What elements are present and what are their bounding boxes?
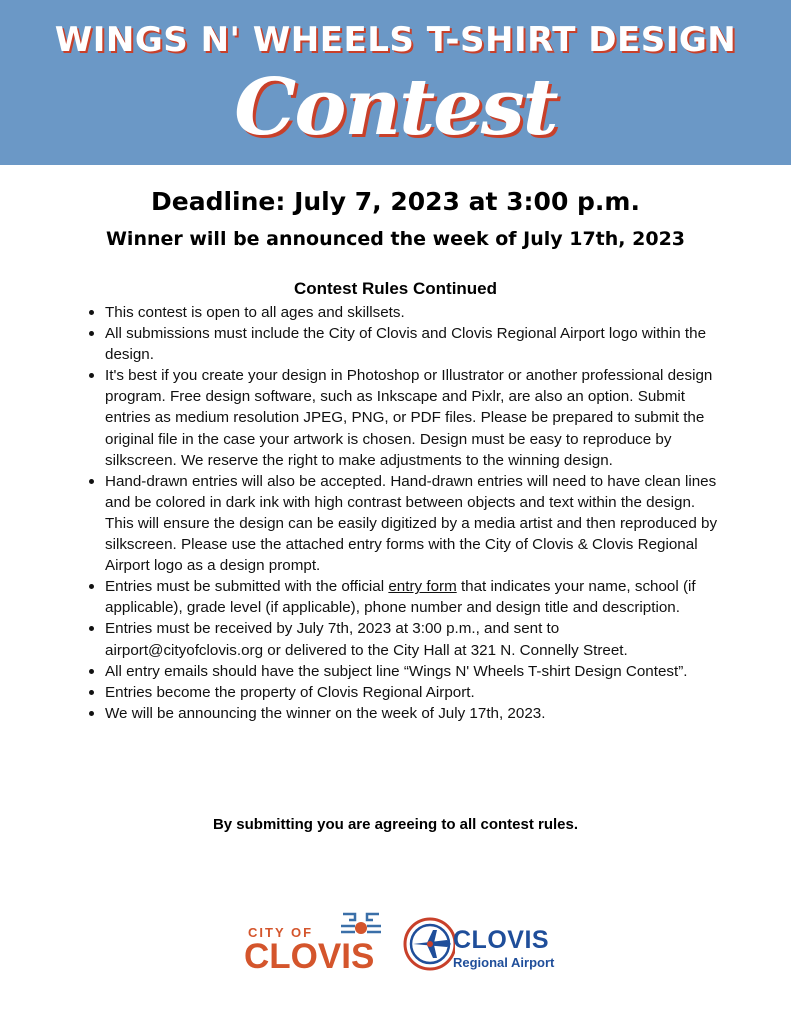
header-banner	[0, 0, 791, 165]
airport-plane-icon	[403, 914, 455, 974]
rules-list	[88, 302, 718, 724]
banner-title: WINGS N' WHEELS T-SHIRT DESIGN	[54, 20, 737, 60]
rule-item: We will be announcing the winner on the week of July 17th, 2023.	[88, 703, 718, 724]
airport-wordmark: CLOVIS	[453, 926, 550, 954]
winner-announcement: Winner will be announced the week of July 17th, 2023	[105, 228, 686, 250]
agreement-text: By submitting you are agreeing to all contest rules.	[212, 816, 579, 833]
rule-item: It's best if you create your design in Photoshop or Illustrator or another professional design program. Free design software, such as Inkscape and Pixlr, are also an option. Submit entries as medium resolution JPEG, PNG, or PDF files. Please be prepared to submit the original file in the case your artwork is chosen. Design must be easy to reproduce by silkscreen. We reserve the right to make adjustments to the winning design.	[88, 365, 718, 470]
entry-form-link[interactable]: entry form	[388, 578, 457, 596]
deadline-heading: Deadline: July 7, 2023 at 3:00 p.m.	[151, 187, 640, 216]
city-of-label: CITY OF	[248, 925, 314, 940]
rule-item: This contest is open to all ages and skillsets.	[88, 302, 718, 323]
rule-text: that indicates your name, school (if applicable), grade level (if applicable), phone number and design title and description.	[105, 578, 696, 617]
rule-item: Entries must be received by July 7th, 2023 at 3:00 p.m., and sent to airport@cityofclovis.org or delivered to the City Hall at 321 N. Connelly Street.	[88, 618, 718, 660]
airport-subtitle: Regional Airport	[453, 955, 555, 970]
banner-contest-script: Contest	[234, 62, 557, 153]
rule-item: Entries become the property of Clovis Regional Airport.	[88, 682, 718, 703]
clovis-regional-airport-logo	[403, 914, 563, 978]
clovis-wordmark: CLOVIS	[244, 937, 375, 976]
rule-item-entry-form	[88, 576, 718, 618]
rule-item: All entry emails should have the subject line “Wings N' Wheels T-shirt Design Contest”.	[88, 661, 718, 682]
rule-item: Hand-drawn entries will also be accepted. Hand-drawn entries will need to have clean lines and be colored in dark ink with high contrast between objects and text within the design. This will ensure the design can be easily digitized by a media artist and then reproduced by silkscreen. Please use the attached entry forms with the City of Clovis & Clovis Regional Airport logo as a design prompt.	[88, 471, 718, 576]
city-of-clovis-logo	[244, 908, 386, 976]
rule-item: All submissions must include the City of Clovis and Clovis Regional Airport logo within the design.	[88, 323, 718, 365]
rule-text: Entries must be submitted with the official	[105, 578, 389, 596]
rules-heading: Contest Rules Continued	[293, 279, 498, 298]
zia-emblem-icon	[339, 908, 383, 940]
